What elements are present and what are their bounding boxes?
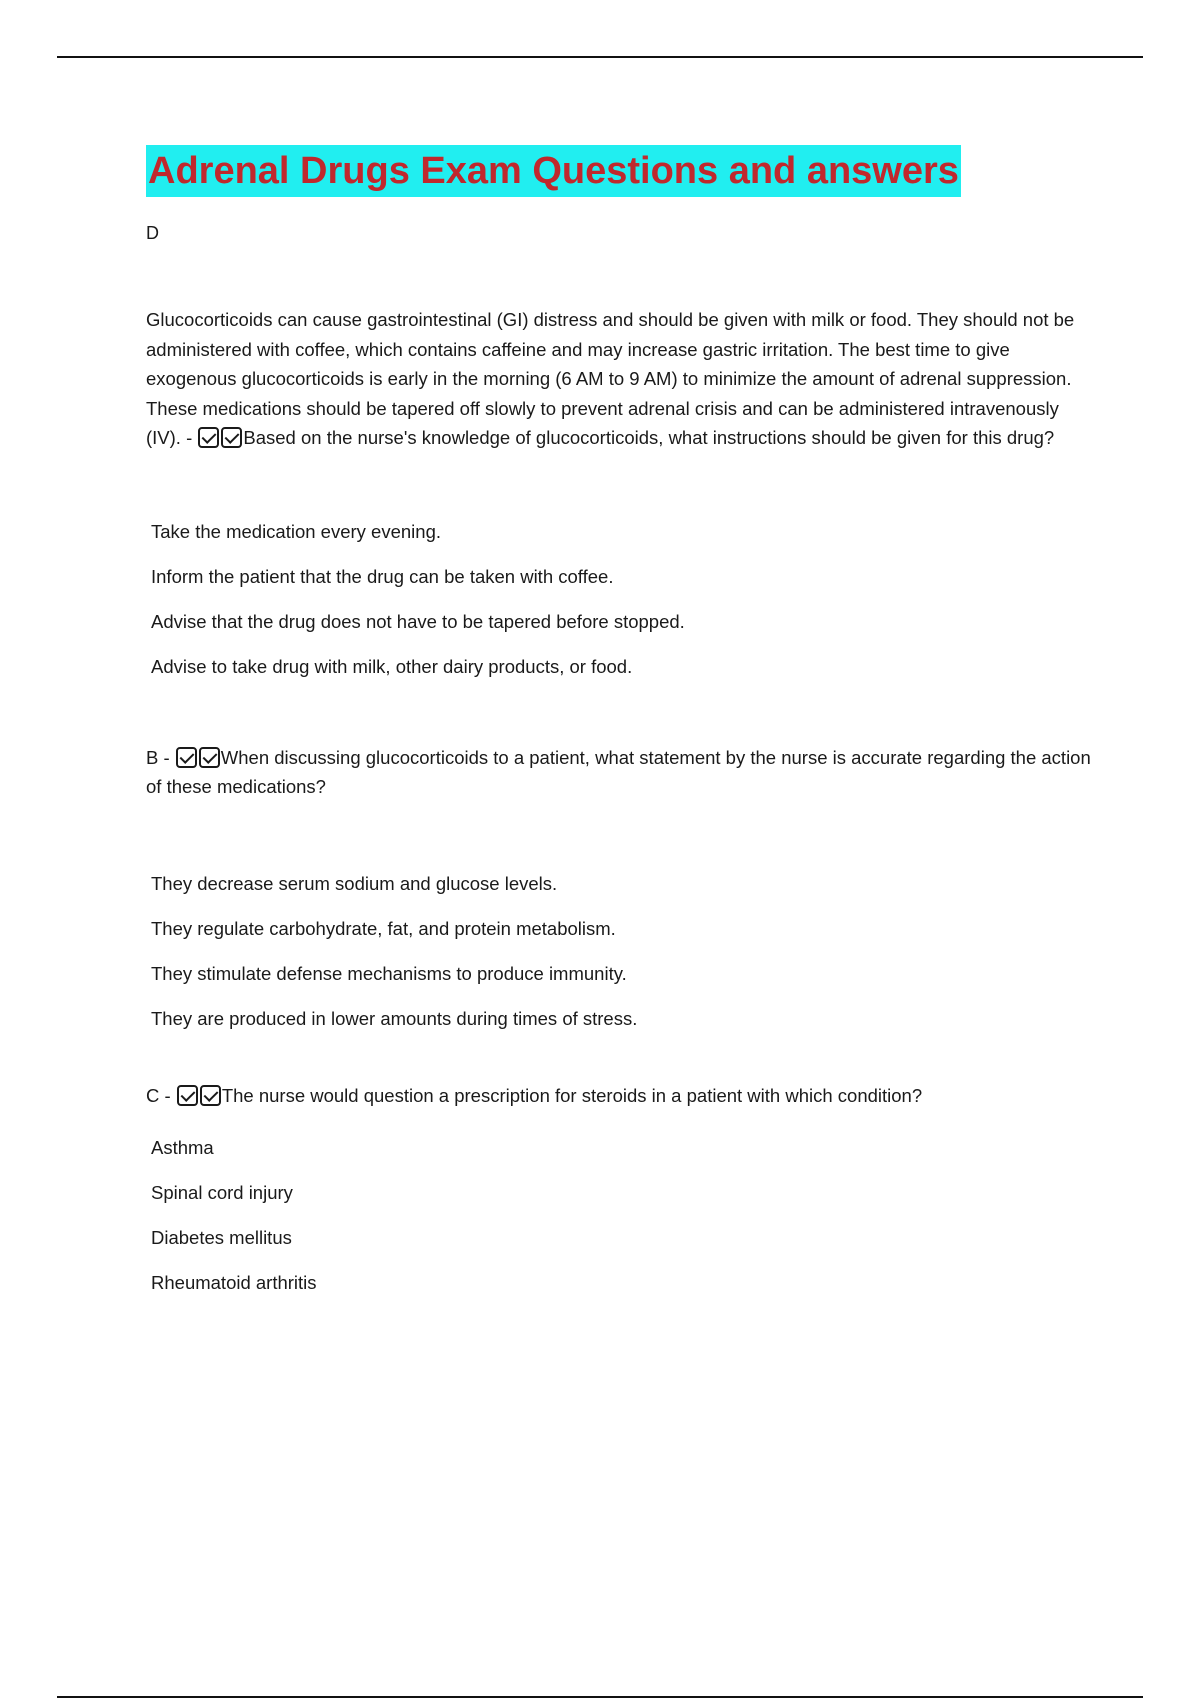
q1-options	[146, 509, 1096, 689]
q1-block	[146, 305, 1096, 453]
q3-question: The nurse would question a prescription for steroids in a patient with which condition?	[221, 1084, 923, 1106]
q1-question: Based on the nurse's knowledge of glucocorticoids, what instructions should be given for this drug?	[243, 427, 1055, 448]
list-item: Rheumatoid arthritis	[151, 1272, 317, 1293]
q3-prefix: C -	[146, 1084, 171, 1106]
q3-options	[146, 1125, 1096, 1305]
q2-prefix: B -	[146, 746, 170, 768]
q2-question: When discussing glucocorticoids to a patient, what statement by the nurse is accurate regarding the action of these medications?	[146, 746, 1091, 797]
q1-answer-letter: D	[146, 223, 159, 243]
checkbox-checked-icon	[221, 427, 242, 448]
checkbox-checked-icon	[200, 1085, 221, 1106]
q2-options	[146, 861, 1096, 1041]
list-item: Advise to take drug with milk, other dairy products, or food.	[151, 655, 633, 677]
bottom-rule	[57, 1696, 1143, 1698]
list-item: They decrease serum sodium and glucose levels.	[151, 872, 558, 894]
q3-block	[146, 1081, 1096, 1111]
list-item: Take the medication every evening.	[151, 520, 442, 542]
list-item: Asthma	[151, 1137, 214, 1158]
list-item: Spinal cord injury	[151, 1182, 293, 1203]
list-item: Inform the patient that the drug can be taken with coffee.	[151, 565, 614, 587]
checkbox-checked-icon	[199, 747, 220, 768]
document-body	[146, 145, 1096, 1305]
list-item: They regulate carbohydrate, fat, and protein metabolism.	[151, 917, 616, 939]
list-item: Diabetes mellitus	[151, 1227, 292, 1248]
q2-block	[146, 743, 1096, 802]
list-item: They stimulate defense mechanisms to produce immunity.	[151, 962, 627, 984]
q1-explanation: Glucocorticoids can cause gastrointestinal (GI) distress and should be given with milk or food. They should not be administered with coffee, which contains caffeine and may increase gastric irritation. The best time to give exogenous glucocorticoids is early in the morning (6 AM to 9 AM) to minimize the amount of adrenal suppression. These medications should be tapered off slowly to prevent adrenal crisis and can be administered intravenously (IV). -	[146, 309, 1075, 448]
checkbox-checked-icon	[176, 747, 197, 768]
list-item: Advise that the drug does not have to be tapered before stopped.	[151, 610, 685, 632]
page-title: Adrenal Drugs Exam Questions and answers	[146, 145, 961, 197]
checkbox-checked-icon	[198, 427, 219, 448]
list-item: They are produced in lower amounts during times of stress.	[151, 1007, 638, 1029]
checkbox-checked-icon	[177, 1085, 198, 1106]
top-rule	[57, 56, 1143, 58]
